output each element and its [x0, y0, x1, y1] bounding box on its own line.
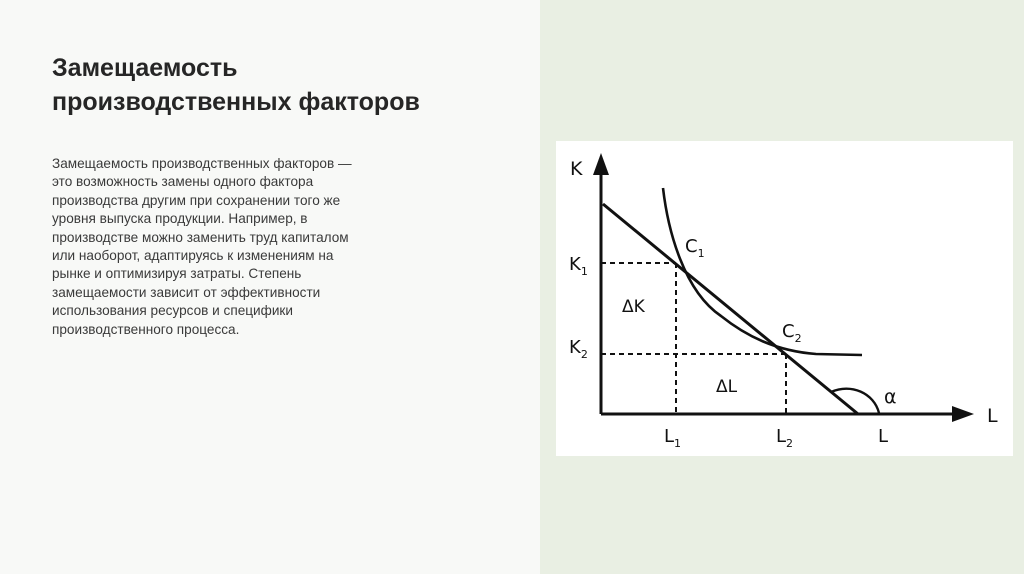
- c1-label: $C_1$: [685, 236, 705, 260]
- angle-arc: [831, 389, 879, 413]
- body-line-4: уровня выпуска продукции. Например, в: [52, 211, 308, 227]
- body-line-1: Замещаемость производственных факторов —: [52, 156, 352, 171]
- title-line-1: Замещаемость: [52, 54, 238, 82]
- diagram-svg: [556, 141, 1013, 456]
- body-line-10: производственного процесса.: [52, 321, 240, 337]
- angle-alpha-label: α: [884, 386, 897, 408]
- substitution-diagram: [556, 141, 1013, 456]
- x-axis-label: L: [987, 405, 998, 427]
- body-line-7: рынке и оптимизируя затраты. Степень: [52, 266, 302, 282]
- l2-label: $L_2$: [776, 426, 794, 450]
- y-axis-arrow-icon: [593, 153, 609, 175]
- slide-body-text: [52, 155, 412, 339]
- y-axis-label: K: [570, 158, 583, 180]
- body-line-8: замещаемости зависит от эффективности: [52, 284, 321, 300]
- l-label: L: [878, 426, 889, 447]
- k2-label: $K_2$: [569, 337, 588, 361]
- c2-label: $C_2$: [782, 321, 802, 345]
- delta-l-label: ΔL: [716, 377, 738, 397]
- body-line-9: использования ресурсов и специфики: [52, 303, 293, 319]
- body-line-2: это возможность замены одного фактора: [52, 174, 314, 190]
- x-axis-arrow-icon: [952, 406, 974, 422]
- body-line-3: производства другим при сохранении того же: [52, 192, 341, 208]
- isoquant-curve: [663, 188, 862, 355]
- slide-title: [52, 52, 522, 119]
- delta-k-label: ΔK: [622, 297, 645, 317]
- body-line-6: или наоборот, адаптируясь к изменениям на: [52, 248, 334, 264]
- l1-label: $L_1$: [664, 426, 682, 450]
- title-line-2: производственных факторов: [52, 87, 420, 116]
- k1-label: $K_1$: [569, 254, 588, 278]
- body-line-5: производстве можно заменить труд капиталом: [52, 229, 349, 245]
